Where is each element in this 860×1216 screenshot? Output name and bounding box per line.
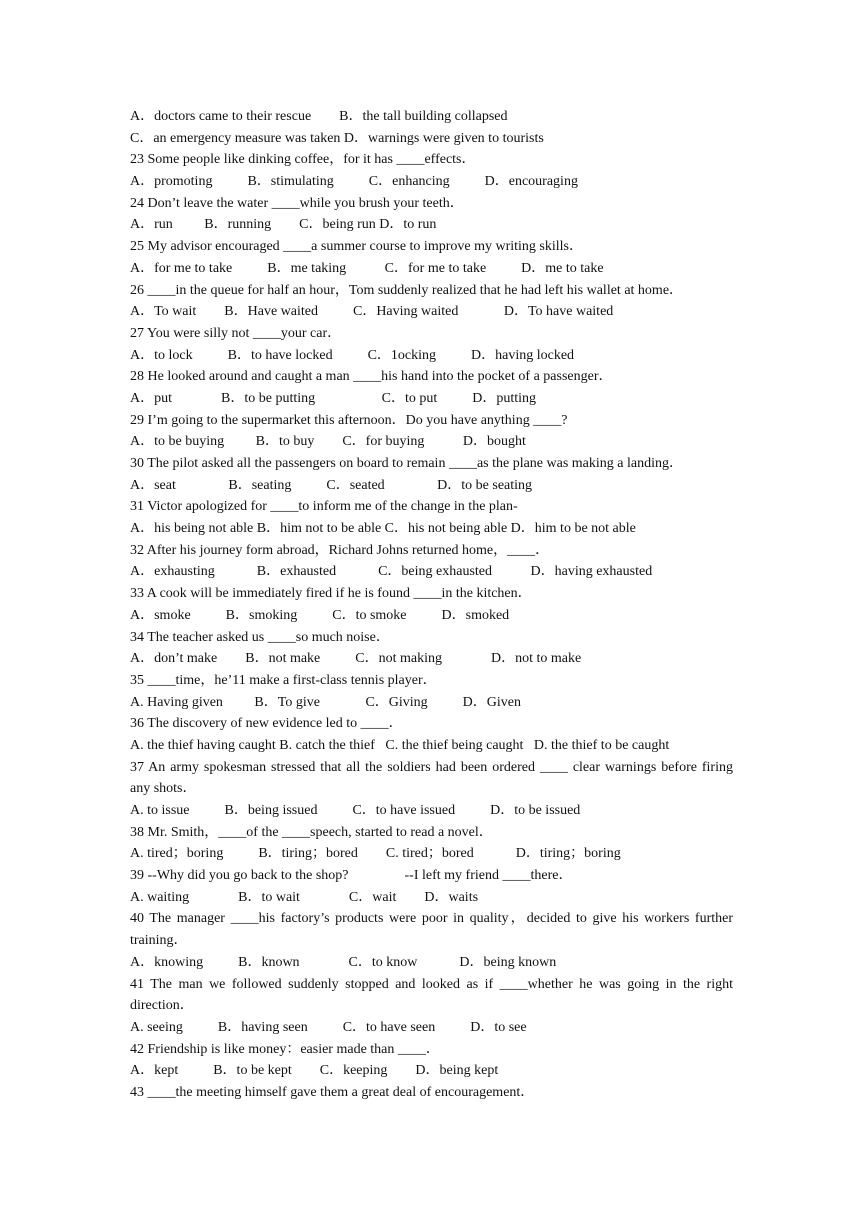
question-26: 26 ____in the queue for half an hour，Tom suddenly realized that he had left his wallet at home． (130, 282, 684, 298)
answer-options-29: A．to be buying B．to buy C．for buying D．bought (130, 434, 526, 450)
answer-options-30: A．seat B．seating C．seated D．to be seating (130, 477, 533, 493)
question-39: 39 --Why did you go back to the shop? --I left my friend ____there． (130, 868, 573, 884)
answer-options-41: A. seeing B．having seen C．to have seen D．to see (130, 1019, 527, 1035)
question-36: 36 The discovery of new evidence led to ____． (130, 716, 403, 732)
answer-options-22-cd: C．an emergency measure was taken D．warnings were given to tourists (130, 130, 544, 146)
answer-options-38: A. tired；boring B．tiring；bored C. tired；bored D．tiring；boring (130, 846, 621, 862)
question-31: 31 Victor apologized for ____to inform me of the change in the plan- (130, 499, 518, 515)
answer-options-34: A．don’t make B．not make C．not making D．not to make (130, 651, 582, 667)
question-33: 33 A cook will be immediately fired if he is found ____in the kitchen． (130, 586, 532, 602)
question-30: 30 The pilot asked all the passengers on board to remain ____as the plane was making a landing． (130, 456, 683, 471)
answer-options-40: A．knowing B．known C．to know D．being known (130, 954, 557, 970)
answer-options-25: A．for me to take B．me taking C．for me to take D．me to take (130, 260, 604, 276)
question-29: 29 I’m going to the supermarket this afternoon．Do you have anything ____? (130, 412, 568, 428)
question-28: 28 He looked around and caught a man ____his hand into the pocket of a passenger． (130, 369, 613, 385)
question-23: 23 Some people like dinking coffee，for it has ____effects． (130, 152, 476, 168)
answer-options-35: A. Having given B．To give C．Giving D．Given (130, 694, 521, 710)
question-41: 41 The man we followed suddenly stopped and looked as if ____whether he was going in the right direction． (130, 976, 733, 1014)
answer-options-39: A. waiting B．to wait C．wait D．waits (130, 889, 479, 905)
answer-options-24: A．run B．running C．being run D．to run (130, 217, 437, 233)
question-24: 24 Don’t leave the water ____while you brush your teeth． (130, 195, 464, 211)
answer-options-28: A．put B．to be putting C．to put D．putting (130, 390, 537, 406)
question-27: 27 You were silly not ____your car． (130, 325, 342, 341)
answer-options-31: A．his being not able B．him not to be able C．his not being able D．him to be not able (130, 521, 636, 537)
question-40: 40 The manager ____his factory’s products were poor in quality，decided to give his workers further training． (130, 911, 733, 949)
question-35: 35 ____time，he’11 make a first-class tennis player． (130, 672, 437, 688)
question-38: 38 Mr. Smith，____of the ____speech, started to read a novel． (130, 824, 493, 840)
answer-options-37: A. to issue B．being issued C．to have issued D．to be issued (130, 803, 581, 819)
answer-options-26: A．To wait B．Have waited C．Having waited D．To have waited (130, 304, 614, 320)
question-43: 43 ____the meeting himself gave them a great deal of encouragement． (130, 1085, 535, 1101)
question-37: 37 An army spokesman stressed that all the soldiers had been ordered ____ clear warnings before firing any shots． (130, 759, 733, 797)
answer-options-32: A．exhausting B．exhausted C．being exhausted D．having exhausted (130, 564, 653, 580)
answer-options-22-ab: A．doctors came to their rescue B．the tall building collapsed (130, 109, 508, 124)
question-42: 42 Friendship is like money：easier made than ____． (130, 1041, 440, 1057)
question-25: 25 My advisor encouraged ____a summer course to improve my writing skills． (130, 239, 583, 255)
answer-options-23: A．promoting B．stimulating C．enhancing D．encouraging (130, 174, 578, 190)
exercise-content (130, 106, 733, 1104)
question-34: 34 The teacher asked us ____so much noise． (130, 629, 390, 645)
answer-options-27: A．to lock B．to have locked C．1ocking D．having locked (130, 347, 575, 363)
answer-options-36: A. the thief having caught B. catch the thief C. the thief being caught D. the thief to be caught (130, 737, 670, 753)
answer-options-33: A．smoke B．smoking C．to smoke D．smoked (130, 607, 510, 623)
question-32: 32 After his journey form abroad，Richard Johns returned home，____． (130, 542, 550, 558)
answer-options-42: A．kept B．to be kept C．keeping D．being kept (130, 1063, 499, 1079)
